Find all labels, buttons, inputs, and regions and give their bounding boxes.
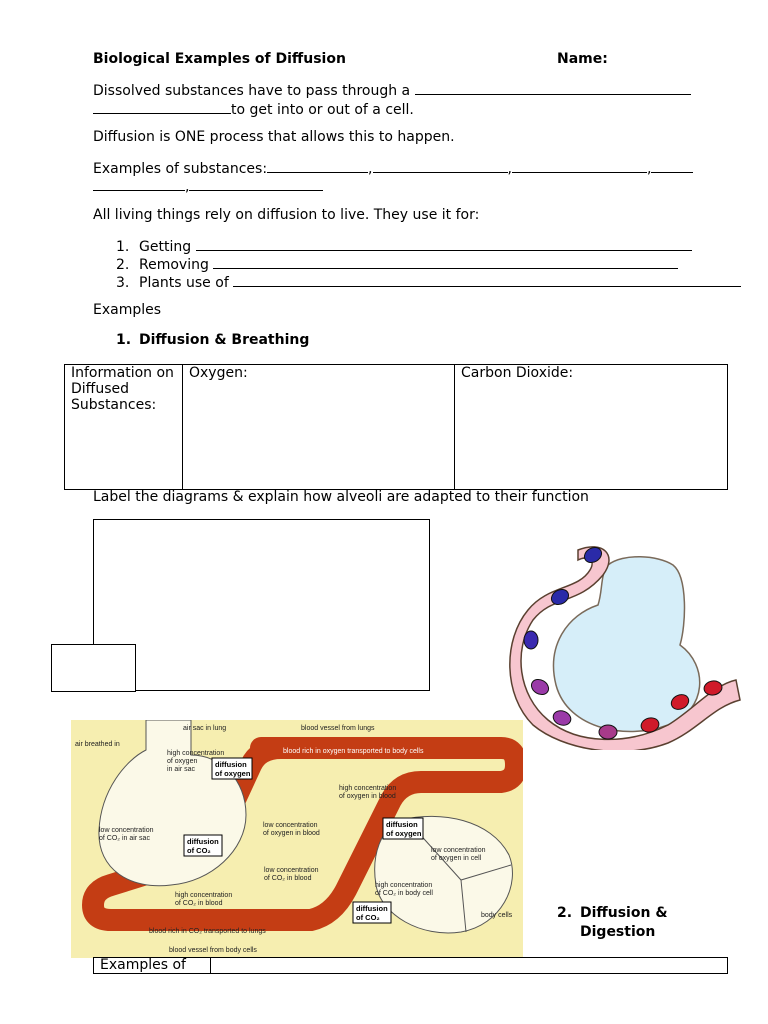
section-title: Diffusion & Breathing <box>139 332 310 348</box>
examples-of-cell <box>94 958 211 973</box>
substance-blank-3[interactable] <box>512 158 647 173</box>
uses-intro: All living things rely on diffusion to live. They use it for: <box>93 207 480 223</box>
blood-cell-icon <box>529 676 552 697</box>
table-row-header <box>65 365 183 489</box>
diffusion-co2-1b: of CO₂ <box>187 846 211 855</box>
oxygen-label: Oxygen: <box>189 365 248 381</box>
worksheet-title: Biological Examples of Diffusion <box>93 51 346 67</box>
label-low-o2-cell-2: of oxygen in cell <box>431 855 482 862</box>
label-high-co2-blood-2: of CO₂ in blood <box>175 900 223 907</box>
label-high-o2-air-sac-2: of oxygen <box>167 758 198 765</box>
diffusion-co2-2a: diffusion <box>356 904 388 913</box>
label-high-o2-air-sac-1: high concentration <box>167 750 225 757</box>
label-low-co2-blood-1: low concentration <box>264 867 319 874</box>
section-1-heading <box>116 332 309 348</box>
label-high-o2-blood-2: of oxygen in blood <box>339 793 396 800</box>
substance-blank-4-continued[interactable] <box>93 176 185 191</box>
name-label: Name: <box>557 51 608 67</box>
label-instruction: Label the diagrams & explain how alveoli are adapted to their function <box>93 489 589 505</box>
label-high-co2-cell-1: high concentration <box>375 882 433 889</box>
blood-cell-icon <box>599 725 617 739</box>
label-high-co2-blood-1: high concentration <box>175 892 233 899</box>
diffusion-co2-2b: of CO₂ <box>356 913 380 922</box>
process-statement: Diffusion is ONE process that allows this to happen. <box>93 129 455 145</box>
label-high-o2-blood-1: high concentration <box>339 785 397 792</box>
section-title-line-1: Diffusion & <box>580 905 668 921</box>
diffusion-oxygen-2a: diffusion <box>386 820 418 829</box>
examples-heading: Examples <box>93 302 162 318</box>
uses-number: 1. <box>116 239 130 255</box>
section-number: 1. <box>116 332 132 348</box>
gas-exchange-diagram <box>71 720 523 958</box>
diffusion-oxygen-1b: of oxygen <box>215 769 251 778</box>
carbon-dioxide-label: Carbon Dioxide: <box>461 365 574 381</box>
getting-blank[interactable] <box>196 236 692 251</box>
examples-answer-cell[interactable] <box>211 958 727 973</box>
label-high-o2-air-sac-3: in air sac <box>167 766 196 773</box>
row-header-text: Information on Diffused Substances: <box>71 365 174 413</box>
label-blood-rich-o2: blood rich in oxygen transported to body cells <box>283 748 424 755</box>
substance-blank-1[interactable] <box>267 158 368 173</box>
label-high-co2-cell-2: of CO₂ in body cell <box>375 890 433 897</box>
diffusion-co2-1a: diffusion <box>187 837 219 846</box>
examples-of-label: Examples of <box>100 957 186 973</box>
removing-blank[interactable] <box>213 254 678 269</box>
intro-line-2 <box>93 99 414 118</box>
label-vessel-from-lungs: blood vessel from lungs <box>301 725 375 732</box>
carbon-dioxide-cell[interactable] <box>455 365 727 489</box>
substances-label: Examples of substances: <box>93 161 268 177</box>
label-low-o2-cell-1: low concentration <box>431 847 486 854</box>
substance-blank-4[interactable] <box>651 158 693 173</box>
label-air-sac: air sac in lung <box>183 725 227 732</box>
label-low-co2-air-sac-2: of CO₂ in air sac <box>99 835 150 842</box>
intro-text-2: to get into or out of a cell. <box>231 102 414 118</box>
digestion-table <box>93 957 728 974</box>
uses-item-removing <box>116 254 678 273</box>
label-blood-rich-co2: blood rich in CO₂ transported to lungs <box>149 928 266 935</box>
label-low-co2-air-sac-1: low concentration <box>99 827 154 834</box>
intro-text-1: Dissolved substances have to pass through a <box>93 83 411 99</box>
uses-item-getting <box>116 236 692 255</box>
section-number: 2. <box>557 905 573 921</box>
label-vessel-from-body: blood vessel from body cells <box>169 947 257 954</box>
substances-line-2: , <box>93 176 323 195</box>
intro-line-1 <box>93 80 691 99</box>
substances-line-1: Examples of substances: , , , <box>93 158 693 177</box>
uses-label: Plants use of <box>139 275 229 291</box>
diffused-substances-table <box>64 364 728 490</box>
membrane-blank[interactable] <box>415 80 691 95</box>
diffusion-oxygen-2b: of oxygen <box>386 829 422 838</box>
alveolus-illustration <box>508 535 748 750</box>
plants-blank[interactable] <box>233 272 741 287</box>
uses-number: 2. <box>116 257 130 273</box>
label-body-cells: body cells <box>481 912 513 919</box>
substance-blank-5[interactable] <box>189 176 323 191</box>
substance-blank-2[interactable] <box>373 158 508 173</box>
label-low-o2-blood-1: low concentration <box>263 822 318 829</box>
label-low-co2-blood-2: of CO₂ in blood <box>264 875 312 882</box>
blood-cell-icon <box>524 631 538 649</box>
small-label-box[interactable] <box>51 644 136 692</box>
uses-number: 3. <box>116 275 130 291</box>
uses-label: Getting <box>139 239 192 255</box>
uses-item-plants <box>116 272 741 291</box>
label-low-o2-blood-2: of oxygen in blood <box>263 830 320 837</box>
diffusion-oxygen-1a: diffusion <box>215 760 247 769</box>
label-air-breathed-in: air breathed in <box>75 741 120 748</box>
section-title-line-2: Digestion <box>580 924 656 940</box>
explanation-answer-box[interactable] <box>93 519 430 691</box>
section-2-heading <box>557 904 668 942</box>
uses-label: Removing <box>139 257 209 273</box>
membrane-blank-continued[interactable] <box>93 99 231 114</box>
oxygen-cell[interactable] <box>183 365 455 489</box>
